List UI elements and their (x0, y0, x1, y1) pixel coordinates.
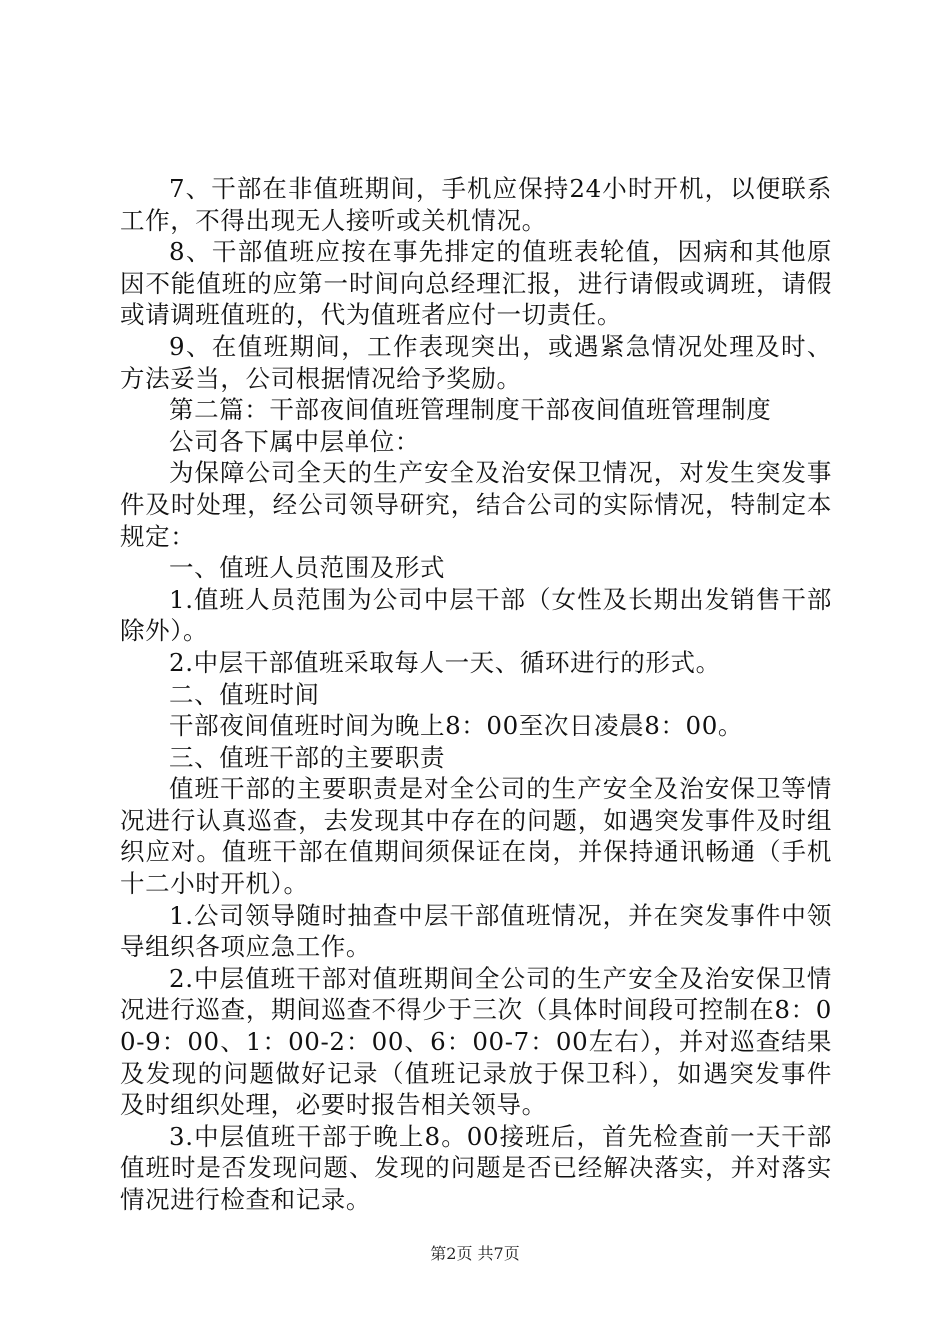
paragraph-item-8: 8、干部值班应按在事先排定的值班表轮值，因病和其他原因不能值班的应第一时间向总经理汇报，进行请假或调班，请假或请调班值班的，代为值班者应付一切责任。 (120, 237, 832, 330)
heading-scope: 一、值班人员范围及形式 (169, 553, 446, 583)
intro-paragraph: 为保障公司全天的生产安全及治安保卫情况，对发生突发事件及时处理，经公司领导研究，结合公司的实际情况，特制定本规定： (120, 458, 832, 551)
time-paragraph: 干部夜间值班时间为晚上8：00至次日凌晨8：00。 (169, 711, 744, 741)
paragraph-item-9: 9、在值班期间，工作表现突出，或遇紧急情况处理及时、方法妥当，公司根据情况给予奖励。 (120, 331, 832, 393)
duty-item-1: 1.公司领导随时抽查中层干部值班情况，并在突发事件中领导组织各项应急工作。 (120, 900, 832, 962)
scope-item-2: 2.中层干部值班采取每人一天、循环进行的形式。 (169, 647, 721, 677)
heading-duties: 三、值班干部的主要职责 (169, 742, 446, 772)
duty-item-2: 2.中层值班干部对值班期间全公司的生产安全及治安保卫情况进行巡查，期间巡查不得少于三次（具体时间段可控制在8：00-9：00、1：00-2：00、6：00-7：00左右），并对巡查结果及发现的问题做好记录（值班记录放于保卫科），如遇突发事件及时组织处理，必要时报告相关领导。 (120, 963, 832, 1120)
paragraph-item-7: 7、干部在非值班期间，手机应保持24小时开机，以便联系工作，不得出现无人接听或关机情况。 (120, 174, 832, 235)
document-body (120, 173, 832, 1216)
duties-paragraph: 值班干部的主要职责是对全公司的生产安全及治安保卫等情况进行认真巡查，去发现其中存在的问题，如遇突发事件及时组织应对。值班干部在值期间须保证在岗，并保持通讯畅通（手机十二小时开机）。 (120, 774, 832, 899)
scope-item-1: 1.值班人员范围为公司中层干部（女性及长期出发销售干部除外）。 (120, 584, 832, 646)
salutation: 公司各下属中层单位： (169, 426, 420, 456)
heading-time: 二、值班时间 (169, 679, 320, 709)
section-title: 第二篇：干部夜间值班管理制度干部夜间值班管理制度 (169, 395, 772, 425)
duty-item-3: 3.中层值班干部于晚上8。00接班后，首先检查前一天干部值班时是否发现问题、发现的问题是否已经解决落实，并对落实情况进行检查和记录。 (120, 1121, 832, 1214)
page-number-footer: 第2页 共7页 (430, 1244, 520, 1263)
